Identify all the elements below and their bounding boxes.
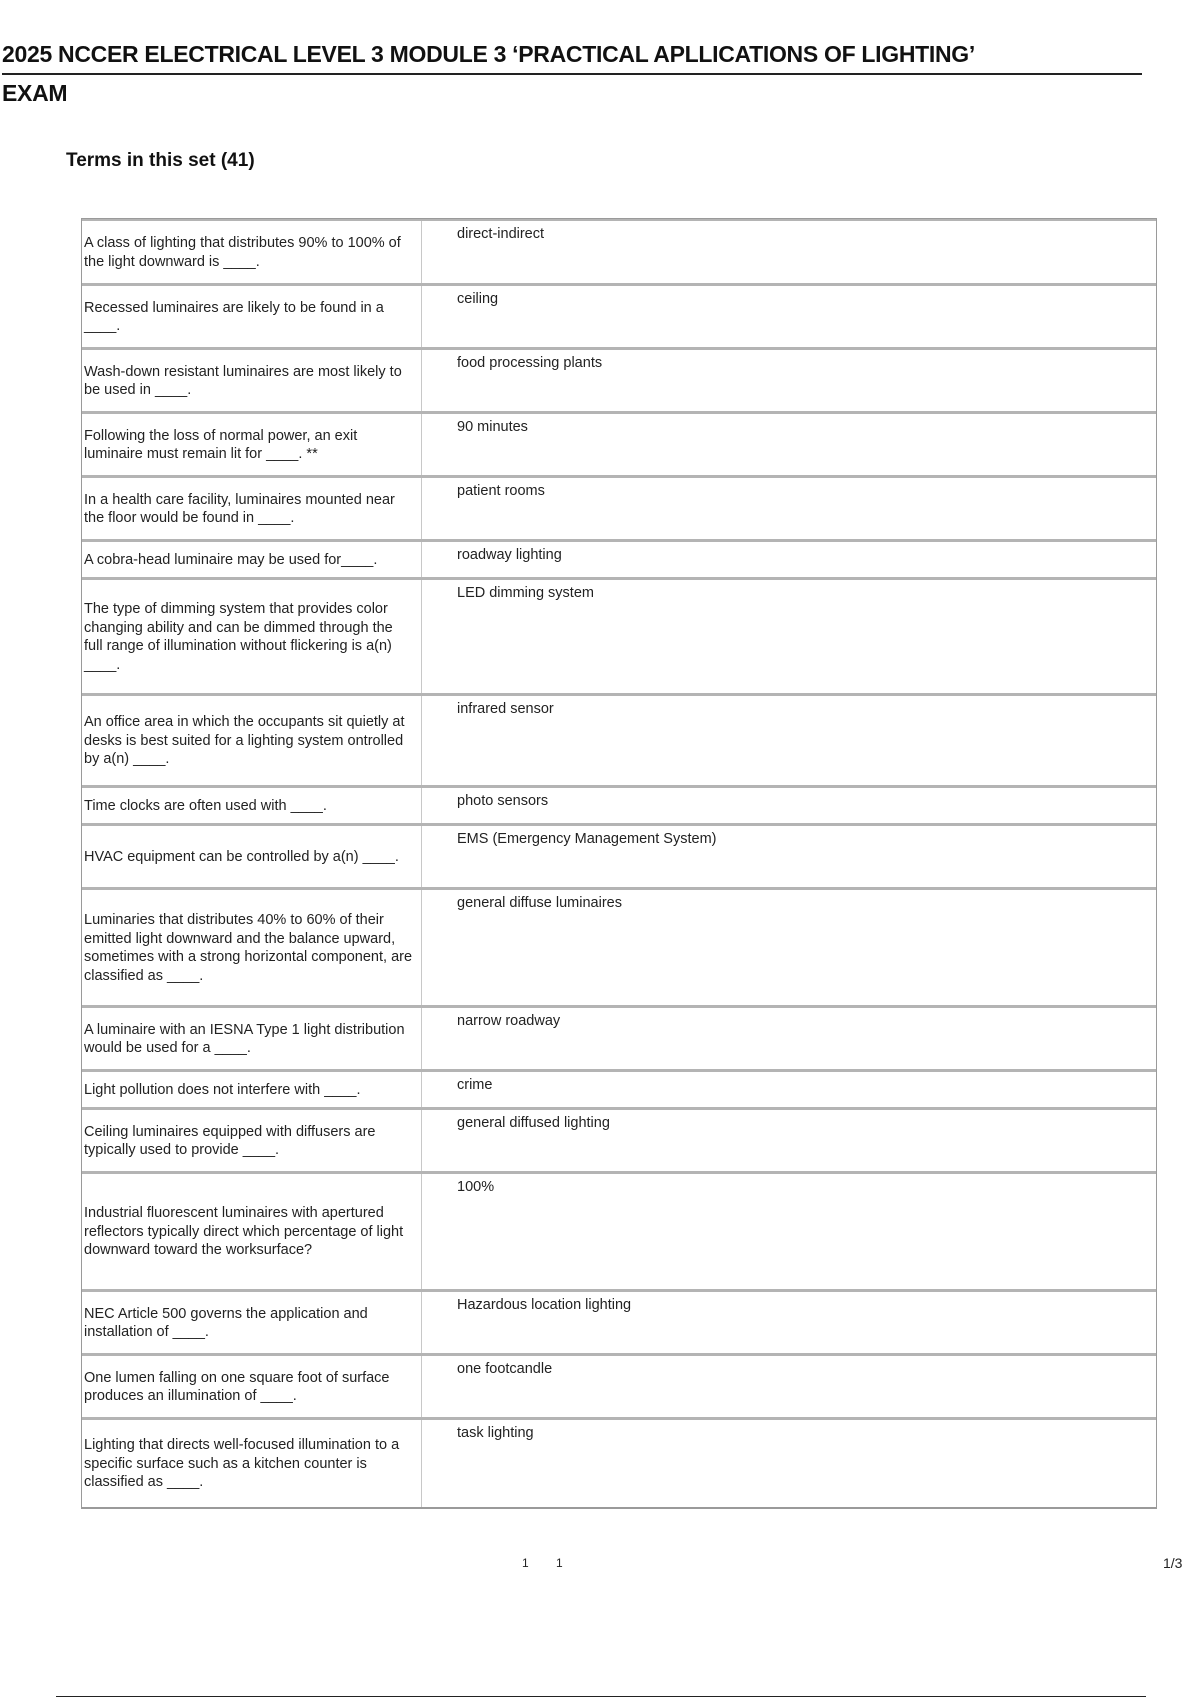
term-row xyxy=(82,1353,1156,1417)
term-answer: EMS (Emergency Management System) xyxy=(457,831,717,847)
term-row xyxy=(82,823,1156,887)
term-row xyxy=(82,475,1156,539)
footer-center-marks: 1 1 xyxy=(522,1556,575,1570)
term-row xyxy=(82,1417,1156,1507)
term-question xyxy=(82,350,422,411)
term-answer: direct-indirect xyxy=(457,226,545,242)
term-answer: roadway lighting xyxy=(457,547,562,563)
term-answer: infrared sensor xyxy=(457,701,554,717)
document-title-line-1: 2025 NCCER ELECTRICAL LEVEL 3 MODULE 3 ‘PRACTICAL APLLICATIONS OF LIGHTING’ xyxy=(2,36,1142,75)
term-question xyxy=(82,1110,422,1171)
term-answer: general diffused lighting xyxy=(457,1115,610,1131)
term-answer: one footcandle xyxy=(457,1361,553,1377)
document-title-line-2: EXAM xyxy=(2,80,68,106)
term-answer: crime xyxy=(457,1077,493,1093)
term-answer: food processing plants xyxy=(457,355,603,371)
term-question xyxy=(82,221,422,283)
term-answer: LED dimming system xyxy=(457,585,594,601)
terms-count-heading: Terms in this set (41) xyxy=(66,150,255,171)
term-question-text: Luminaries that distributes 40% to 60% of their emitted light downward and the balance upward, sometimes with a strong horizontal component, are classified as ____. xyxy=(84,912,413,984)
term-question xyxy=(82,1420,422,1507)
term-question-text: In a health care facility, luminaires mounted near the floor would be found in ____. xyxy=(84,491,395,526)
page-number: 1/3 xyxy=(1163,1555,1183,1571)
term-question xyxy=(82,580,422,693)
term-question xyxy=(82,1008,422,1069)
term-question-text: Following the loss of normal power, an exit luminaire must remain lit for ____. ** xyxy=(84,427,358,462)
term-question xyxy=(82,478,422,539)
term-question xyxy=(82,696,422,785)
term-question-text: Ceiling luminaires equipped with diffusers are typically used to provide ____. xyxy=(84,1123,376,1158)
term-row xyxy=(82,577,1156,693)
term-row xyxy=(82,539,1156,577)
term-row xyxy=(82,347,1156,411)
term-question-text: A class of lighting that distributes 90% to 100% of the light downward is ____. xyxy=(84,235,401,270)
term-question xyxy=(82,1174,422,1289)
term-row xyxy=(82,283,1156,347)
term-row xyxy=(82,887,1156,1005)
term-question-text: A cobra-head luminaire may be used for____. xyxy=(84,551,378,568)
term-question xyxy=(82,414,422,475)
term-question-text: Time clocks are often used with ____. xyxy=(84,797,327,814)
term-answer: 90 minutes xyxy=(457,419,528,435)
term-question-text: One lumen falling on one square foot of surface produces an illumination of ____. xyxy=(84,1369,390,1404)
term-row xyxy=(82,1171,1156,1289)
document-title xyxy=(2,36,1142,112)
term-question-text: Industrial fluorescent luminaires with apertured reflectors typically direct which percentage of light downward toward the worksurface? xyxy=(84,1205,404,1259)
term-row xyxy=(82,1005,1156,1069)
term-row xyxy=(82,1289,1156,1353)
term-question xyxy=(82,286,422,347)
term-row xyxy=(82,411,1156,475)
term-answer: general diffuse luminaires xyxy=(457,895,622,911)
term-question-text: HVAC equipment can be controlled by a(n) ____. xyxy=(84,848,399,865)
term-question xyxy=(82,1072,422,1107)
term-question xyxy=(82,788,422,823)
term-answer: Hazardous location lighting xyxy=(457,1297,632,1313)
term-question-text: A luminaire with an IESNA Type 1 light distribution would be used for a ____. xyxy=(84,1021,405,1056)
term-row xyxy=(82,219,1156,283)
term-question-text: Lighting that directs well-focused illumination to a specific surface such as a kitchen counter is classified as ____. xyxy=(84,1437,400,1491)
term-answer: narrow roadway xyxy=(457,1013,561,1029)
terms-table xyxy=(81,218,1157,1509)
term-question xyxy=(82,890,422,1005)
term-answer: photo sensors xyxy=(457,793,549,809)
term-row xyxy=(82,785,1156,823)
bottom-rule xyxy=(56,1696,1146,1697)
term-question xyxy=(82,826,422,887)
term-row xyxy=(82,693,1156,785)
term-question-text: An office area in which the occupants sit quietly at desks is best suited for a lighting system ontrolled by a(n) ____. xyxy=(84,714,405,768)
term-row xyxy=(82,1069,1156,1107)
term-question-text: The type of dimming system that provides color changing ability and can be dimmed through the full range of illumination without flickering is a(n) ____. xyxy=(84,601,393,673)
term-question-text: Wash-down resistant luminaires are most likely to be used in ____. xyxy=(84,363,402,398)
term-answer: ceiling xyxy=(457,291,499,307)
term-answer: patient rooms xyxy=(457,483,545,499)
term-question-text: Light pollution does not interfere with ____. xyxy=(84,1081,361,1098)
term-answer: task lighting xyxy=(457,1425,534,1441)
term-question xyxy=(82,1292,422,1353)
term-question-text: Recessed luminaires are likely to be found in a ____. xyxy=(84,299,384,334)
term-question xyxy=(82,1356,422,1417)
term-row xyxy=(82,1107,1156,1171)
term-answer: 100% xyxy=(457,1179,495,1195)
term-question-text: NEC Article 500 governs the application and installation of ____. xyxy=(84,1305,368,1340)
term-question xyxy=(82,542,422,577)
